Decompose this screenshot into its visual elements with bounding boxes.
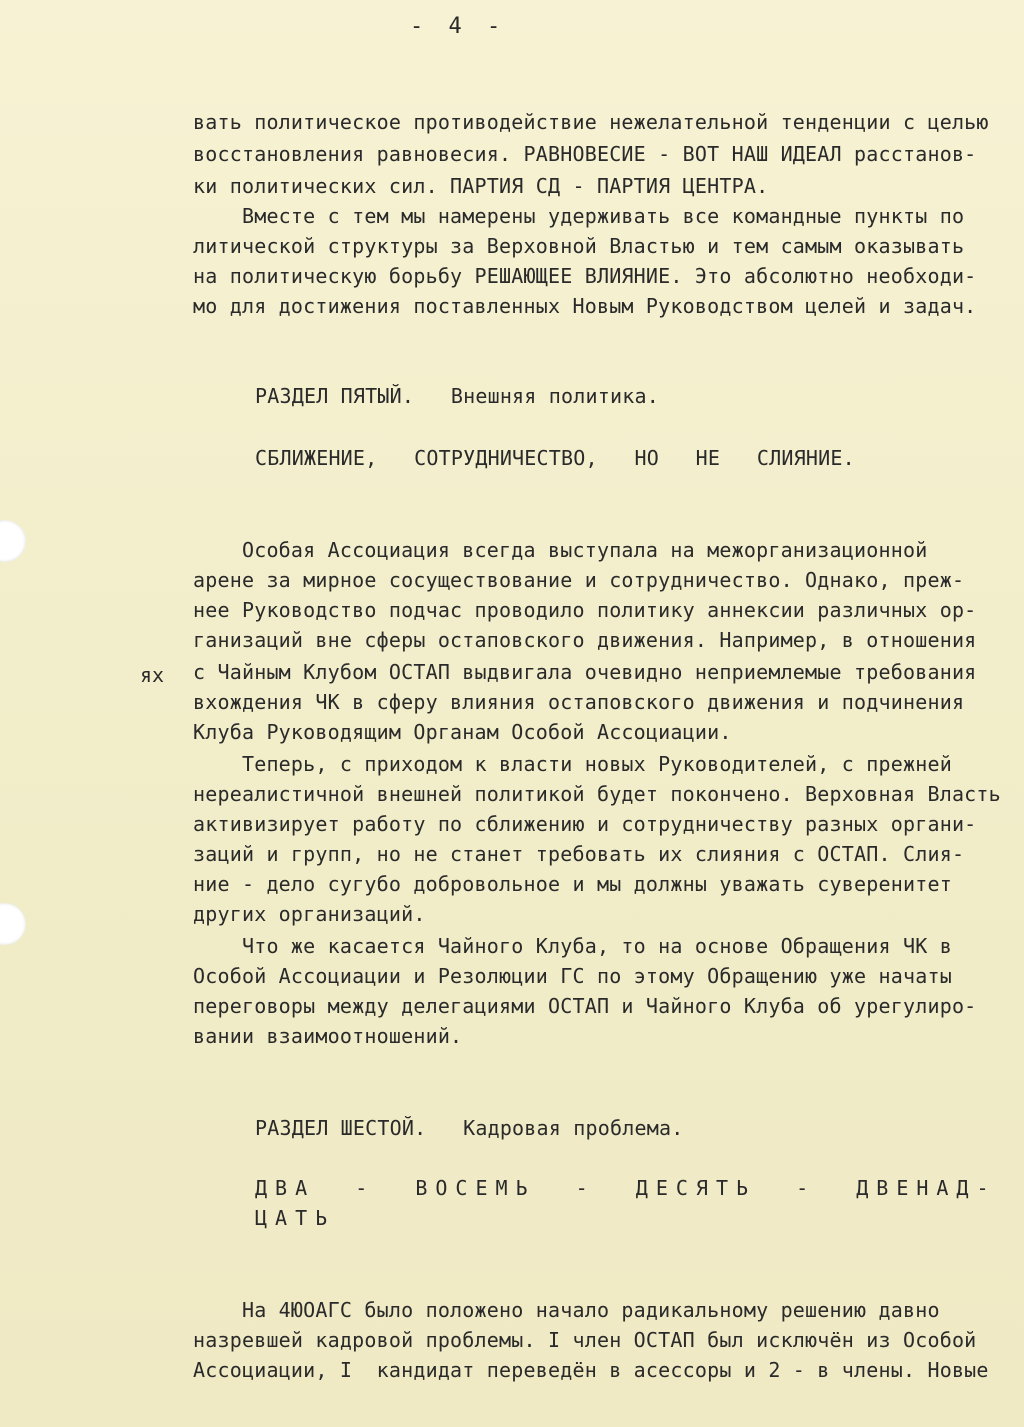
text-line: арене за мирное сосуществование и сотрудничество. Однако, преж- [193, 568, 965, 592]
text-line: нереалистичной внешней политикой будет покончено. Верховная Власть [193, 782, 1001, 806]
text-line: на политическую борьбу РЕШАЮЩЕЕ ВЛИЯНИЕ. Это абсолютно необходи- [193, 264, 977, 288]
text-line: заций и групп, но не станет требовать их слияния с ОСТАП. Слия- [193, 842, 965, 866]
text-line: Клуба Руководящим Органам Особой Ассоциации. [193, 720, 732, 744]
text-line: Вместе с тем мы намерены удерживать все командные пункты по [193, 204, 965, 228]
text-line: литической структуры за Верховной Властью и тем самым оказывать [193, 234, 965, 258]
text-line: нее Руководство подчас проводило политику аннексии различных ор- [193, 598, 977, 622]
text-line: Ассоциации, I кандидат переведён в асессоры и 2 - в члены. Новые [193, 1358, 989, 1382]
punch-hole-bottom [0, 903, 26, 945]
page-number: - 4 - [410, 14, 507, 39]
punch-hole-top [0, 520, 26, 562]
section-six-motto-cont: ЦАТЬ [255, 1206, 336, 1230]
text-line: активизирует работу по сближению и сотрудничеству разных органи- [193, 812, 977, 836]
text-line: с Чайным Клубом ОСТАП выдвигала очевидно неприемлемые требования [193, 660, 977, 684]
text-line: переговоры между делегациями ОСТАП и Чайного Клуба об урегулиро- [193, 994, 977, 1018]
section-five-motto: СБЛИЖЕНИЕ, СОТРУДНИЧЕСТВО, НО НЕ СЛИЯНИЕ. [255, 446, 855, 470]
text-line: Особая Ассоциация всегда выступала на межорганизационной [193, 538, 928, 562]
text-line: вхождения ЧК в сферу влияния остаповского движения и подчинения [193, 690, 965, 714]
text-line: Особой Ассоциации и Резолюции ГС по этому Обращению уже начаты [193, 964, 952, 988]
text-line: Что же касается Чайного Клуба, то на основе Обращения ЧК в [193, 934, 952, 958]
text-line: назревшей кадровой проблемы. I член ОСТАП был исключён из Особой [193, 1328, 977, 1352]
text-line: вании взаимоотношений. [193, 1024, 463, 1048]
section-six-motto: ДВА - ВОСЕМЬ - ДЕСЯТЬ - ДВЕНАД- [255, 1176, 997, 1200]
text-line: мо для достижения поставленных Новым Руководством целей и задач. [193, 294, 977, 318]
text-line: ганизаций вне сферы остаповского движения. Например, в отношения [193, 628, 977, 652]
section-six-title: РАЗДЕЛ ШЕСТОЙ. Кадровая проблема. [255, 1116, 684, 1140]
text-line: ки политических сил. ПАРТИЯ СД - ПАРТИЯ ЦЕНТРА. [193, 174, 769, 198]
text-line: вать политическое противодействие нежелательной тенденции с целью [193, 110, 989, 134]
text-line: На 4ЮОАГС было положено начало радикальному решению давно [193, 1298, 940, 1322]
text-line: Теперь, с приходом к власти новых Руководителей, с прежней [193, 752, 952, 776]
margin-note: ях [140, 663, 165, 687]
text-line: ние - дело сугубо добровольное и мы должны уважать суверенитет [193, 872, 952, 896]
text-line: восстановления равновесия. РАВНОВЕСИЕ - ВОТ НАШ ИДЕАЛ расстанов- [193, 142, 977, 166]
text-line: других организаций. [193, 902, 426, 926]
section-five-title: РАЗДЕЛ ПЯТЫЙ. Внешняя политика. [255, 384, 659, 408]
